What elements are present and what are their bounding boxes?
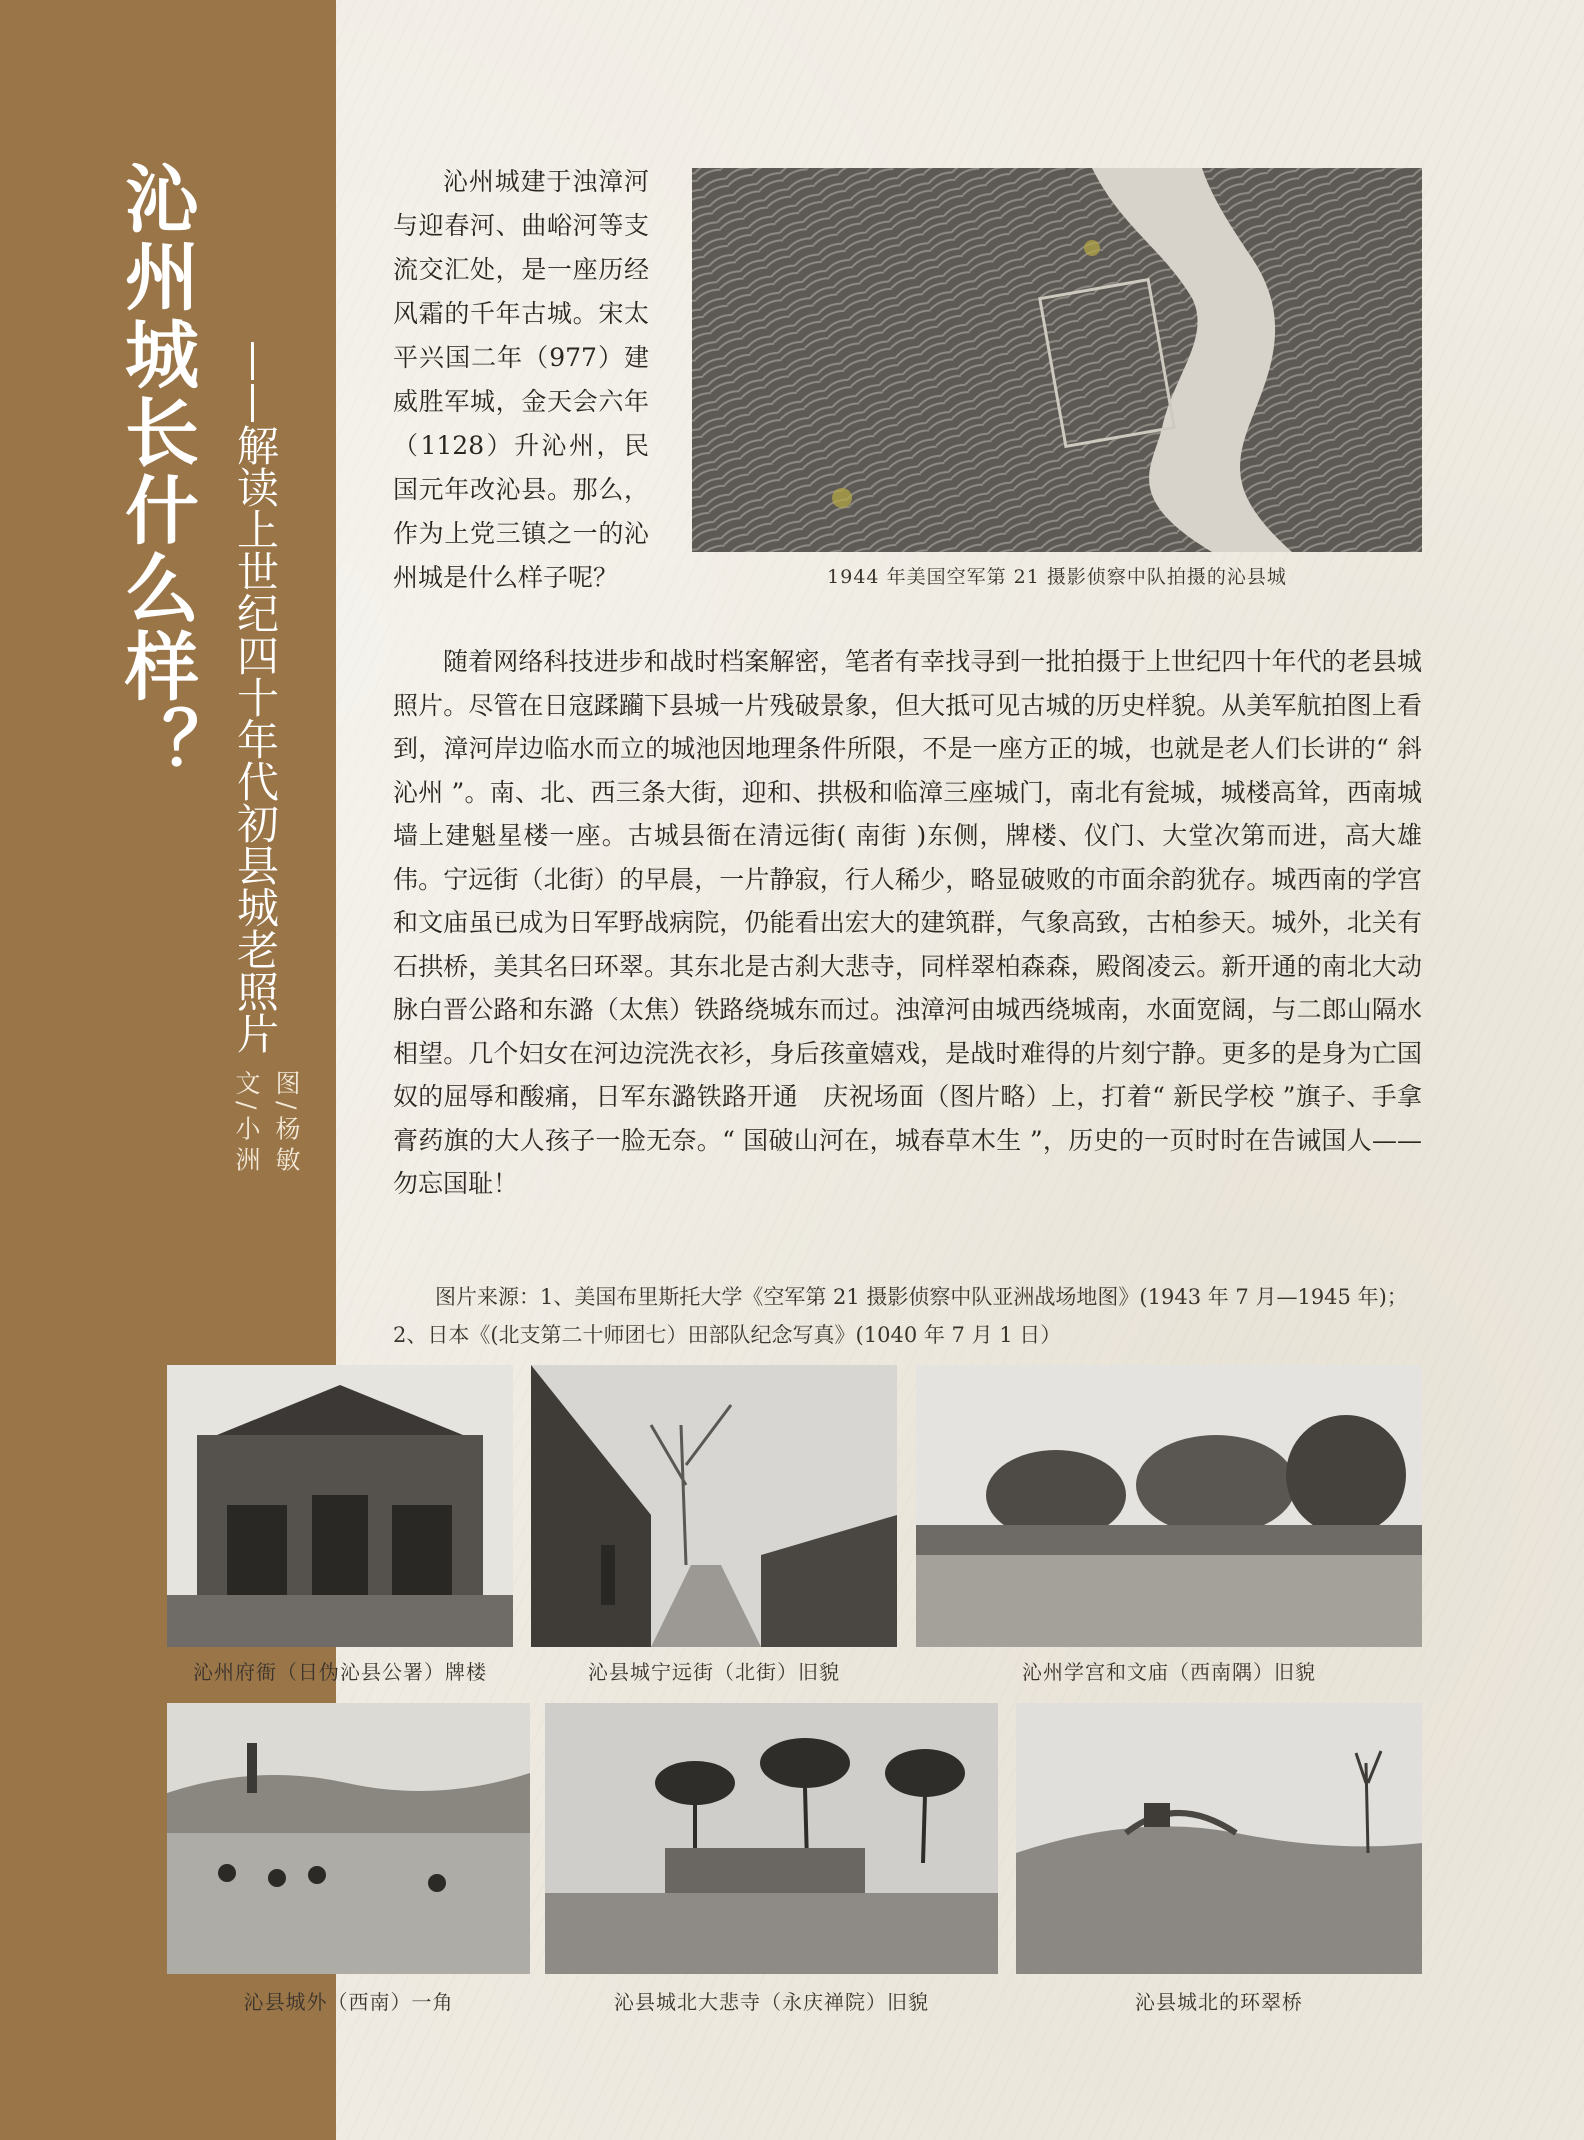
aerial-caption: 1944 年美国空军第 21 摄影侦察中队拍摄的沁县城 (827, 566, 1287, 588)
photo-school-temple (916, 1365, 1422, 1647)
photo-dabei-temple (545, 1703, 998, 1974)
photo-credit: 图/杨敏 (272, 1070, 301, 1178)
photo-yamen-archway (167, 1365, 513, 1647)
photo-caption: 沁县城北的环翠桥 (1135, 1990, 1303, 2014)
image-source-note: 图片来源：1、美国布里斯托大学《空军第 21 摄影侦察中队亚洲战场地图》(1943 年 7 月—1945 年)；2、日本《(北支第二十师团七）田部队纪念写真》(1040 年 7 月 1 日） (393, 1285, 1408, 1347)
article-subtitle: ——解读上世纪四十年代初县城老照片 (231, 340, 280, 1054)
photo-caption: 沁州府衙（日伪沁县公署）牌楼 (193, 1660, 487, 1684)
photo-city-outside-southwest (167, 1703, 530, 1974)
photo-huancui-bridge (1016, 1703, 1422, 1974)
photo-caption: 沁县城宁远街（北街）旧貌 (588, 1660, 840, 1684)
article-title: 沁州城长什么样？ (113, 160, 199, 784)
photo-caption: 沁县城北大悲寺（永庆禅院）旧貌 (614, 1990, 929, 2014)
author-credits (226, 1070, 306, 1177)
photo-caption: 沁县城外（西南）一角 (243, 1990, 454, 2014)
text-credit: 文/小洲 (232, 1070, 261, 1178)
photo-north-street (531, 1365, 897, 1647)
body-paragraph: 随着网络科技进步和战时档案解密，笔者有幸找寻到一批拍摄于上世纪四十年代的老县城照片。尽管在日寇蹂躏下县城一片残破景象，但大抵可见古城的历史样貌。从美军航拍图上看到，漳河岸边临水而立的城池因地理条件所限，不是一座方正的城，也就是老人们长讲的“ 斜沁州 ”。南、北、西三条大街，迎和、拱极和临漳三座城门，南北有瓮城，城楼高耸，西南城墙上建魁星楼一座。古城县衙在清远街( 南街 )东侧，牌楼、仪门、大堂次第而进，高大雄伟。宁远街（北街）的早晨，一片静寂，行人稀少，略显破败的市面余韵犹存。城西南的学宫和文庙虽已成为日军野战病院，仍能看出宏大的建筑群，气象高致，古柏参天。城外，北关有石拱桥，美其名曰环翠。其东北是古刹大悲寺，同样翠柏森森，殿阁凌云。新开通的南北大动脉白晋公路和东潞（太焦）铁路绕城东而过。浊漳河由城西绕城南，水面宽阔，与二郎山隔水相望。几个妇女在河边浣洗衣衫，身后孩童嬉戏，是战时难得的片刻宁静。更多的是身为亡国奴的屈辱和酸痛，日军东潞铁路开通 庆祝场面（图片略）上，打着“ 新民学校 ”旗子、手拿膏药旗的大人孩子一脸无奈。“ 国破山河在，城春草木生 ”，历史的一页时时在告诫国人——勿忘国耻！ (393, 647, 1422, 1198)
intro-paragraph: 沁州城建于浊漳河与迎春河、曲峪河等支流交汇处，是一座历经风霜的千年古城。宋太平兴国二年（977）建威胜军城，金天会六年（1128）升沁州，民国元年改沁县。那么，作为上党三镇之一的沁州城是什么样子呢？ (393, 167, 649, 592)
aerial-photo (692, 168, 1422, 552)
photo-caption: 沁州学宫和文庙（西南隅）旧貌 (1022, 1660, 1316, 1684)
